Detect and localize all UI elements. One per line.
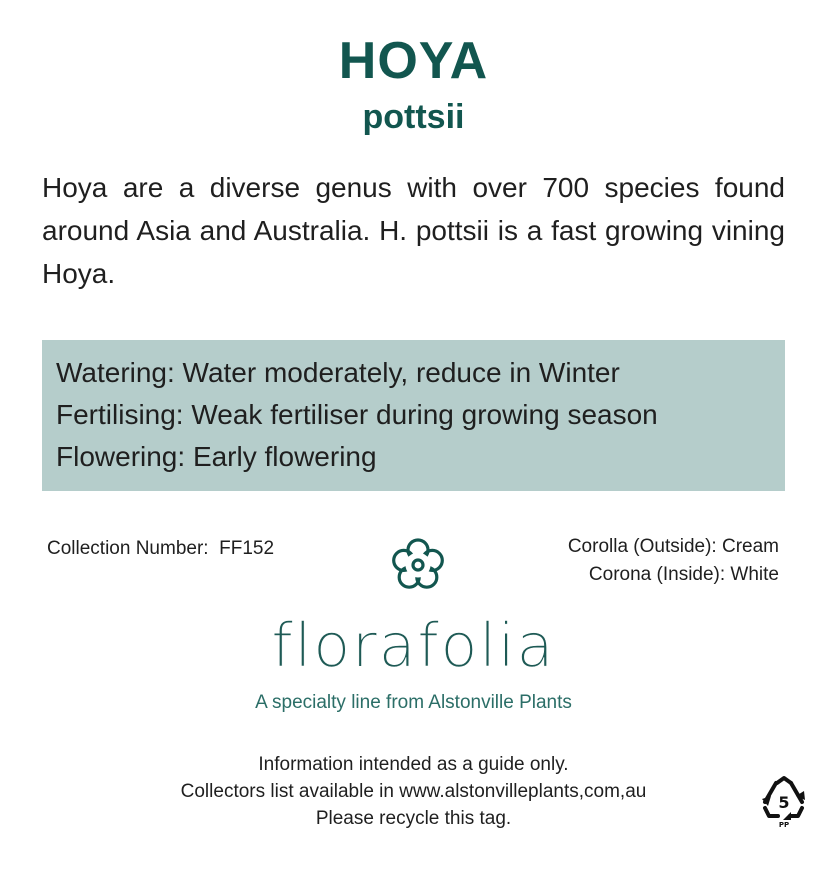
care-flowering: Flowering: Early flowering [56, 441, 377, 472]
species-title: pottsii [362, 98, 465, 136]
corona-colour: Corona (Inside): White [588, 564, 779, 585]
care-fertilising: Fertilising: Weak fertiliser during growing season [56, 399, 658, 430]
footer-notes [0, 751, 827, 832]
recycle-icon [758, 774, 810, 828]
brand-tagline: A specialty line from Alstonville Plants [255, 692, 572, 713]
footer-guide-note: Information intended as a guide only. [258, 754, 569, 775]
brand-logo: florafolia [271, 611, 556, 681]
genus-title: HOYA [338, 32, 489, 90]
recycle-code: PP [778, 821, 790, 828]
flower-colours [568, 533, 779, 589]
care-watering: Watering: Water moderately, reduce in Winter [56, 357, 620, 388]
collection-number: Collection Number: FF152 [47, 538, 275, 559]
footer-collectors-note: Collectors list available in www.alstonvilleplants,com,au [180, 781, 647, 802]
footer-recycle-note: Please recycle this tag. [315, 808, 512, 829]
corolla-colour: Corolla (Outside): Cream [567, 536, 779, 557]
care-box [42, 340, 785, 491]
flower-icon [389, 536, 447, 594]
description-text: Hoya are a diverse genus with over 700 species found around Asia and Australia. H. pottsii is a fast growing vining Hoya. [42, 172, 785, 289]
recycle-number: 5 [778, 793, 790, 812]
